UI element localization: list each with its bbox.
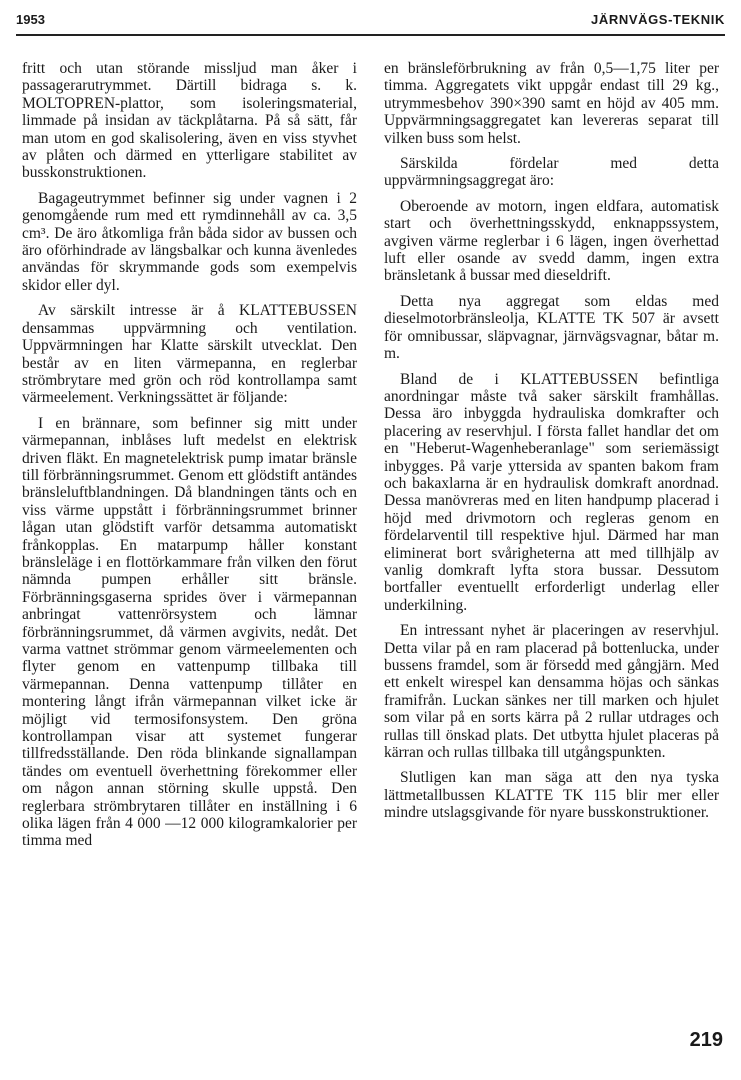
page-number: 219	[689, 1029, 723, 1051]
left-column	[22, 60, 357, 858]
page-header	[16, 8, 725, 36]
paragraph: en bränsleförbrukning av från 0,5—1,75 liter per timma. Aggregatets vikt uppgår endast till 29 kg., utrymmesbehov 390×390 samt en höjd av 405 mm. Uppvärmningsaggregatet kan levereras separat till vilken buss som helst.	[384, 60, 719, 147]
paragraph: fritt och utan störande missljud man åker i passagerarutrymmet. Därtill bidraga s. k. MOLTOPREN-plattor, som isoleringsmaterial, limmade på insidan av täckplåtarna. På så sätt, får man utom en god skalisolering, även en viss styvhet av plåten och därmed en ytterligare stabilitet av busskonstruktionen.	[22, 60, 357, 182]
paragraph: Särskilda fördelar med detta uppvärmningsaggregat äro:	[384, 155, 719, 190]
paragraph: Oberoende av motorn, ingen eldfara, automatisk start och överhettningsskydd, enknappssystem, avgiven värme reglerbar i 6 lägen, ingen överhettad luft eller osande av svedd damm, ingen extra bränsletank å bussar med dieseldrift.	[384, 197, 719, 285]
paragraph: Bagageutrymmet befinner sig under vagnen i 2 genomgående rum med ett rymdinnehåll av ca. 3,5 cm³. De äro åtkomliga från båda sidor av bussen och äro oförhindrade av längsbalkar och kunna ävenledes användas för skrymmande gods som exempelvis skidor eller dyl.	[22, 189, 357, 294]
paragraph: I en brännare, som befinner sig mitt under värmepannan, inblåses luft medelst en elektrisk driven fläkt. En magnetelektrisk pump imatar bränsle till förbränningsrummet. Genom ett glödstift antändes bränsleluftblandningen. Då blandningen tänts och en viss värme uppstått i förbränningsrummet brinner lågan utan glödstift varför detsamma automatiskt frånkopplas. En matarpump håller konstant bränsleläge i en flottörkammare från vilken den förut nämnda pumpen erhåller sitt bränsle. Förbränningsgaserna sprides över i värmepannan anbringat vattenrörsystem och lämnar förbränningsrummet, då värmen avgivits, nedåt. Det varma vattnet strömmar genom värmeelementen och flyter genom en vattenpump tillbaka till värmepannan. Denna vattenpump tillåter en montering långt ifrån värmepannan vilket icke är möjligt vid termosifonsystem. Den gröna kontrollampan visar att systemet fungerar tillfredsställande. Den röda blinkande signallampan tändes om eventuell överhettning förekommer eller om någon annan störning skulle uppstå. Den reglerbara strömbrytaren tillåter en inställning i 6 olika lägen från 4 000 —12 000 kilogramkalorier per timma med	[22, 414, 357, 850]
paragraph: En intressant nyhet är placeringen av reservhjul. Detta vilar på en ram placerad på bottenlucka, under bussens framdel, som är försedd med gångjärn. Med ett enkelt wirespel kan densamma höjas och sänkas framifrån. Luckan sänkes ner till marken och hjulet som vilar på en sorts kärra på 2 rullar utdrages och rullas till önskad plats. Det utbytta hjulet placeras på kärran och rullas tillbaka till utgångspunkten.	[384, 622, 719, 762]
paragraph: Slutligen kan man säga att den nya tyska lättmetallbussen KLATTE TK 115 blir mer eller mindre utslagsgivande för nyare busskonstruktioner.	[384, 769, 719, 822]
paragraph: Bland de i KLATTEBUSSEN befintliga anordningar måste två saker särskilt framhållas. Dessa äro inbyggda hydrauliska domkrafter och placering av reservhjul. I första fallet handlar det om en "Heberut-Wagenheberanlage" som seriemässigt inbygges. På varje yttersida av spanten bakom fram och bakaxlarna är en hydraulisk domkraft anordnad. Dessa manövreras med en liten handpump placerad i höjd med drivmotorn och regleras genom en fördelarventil till respektive hjul. Därmed har man eliminerat bort svårigheterna att med tillhjälp av vanlig domkraft lyfta stora bussar. Dessutom bortfaller eventuellt erforderligt underlag eller underkilning.	[384, 370, 719, 614]
paragraph: Av särskilt intresse är å KLATTEBUSSEN densammas uppvärmning och ventilation. Uppvärmningen har Klatte särskilt utvecklat. Den består av en liten värmepanna, en reglerbar strömbrytare med grön och röd kontrollampa samt värmeelement. Verkningssättet är följande:	[22, 302, 357, 407]
right-column	[384, 60, 719, 830]
paragraph: Detta nya aggregat som eldas med dieselmotorbränsleolja, KLATTE TK 507 är avsett för omnibussar, släpvagnar, järnvägsvagnar, båtar m. m.	[384, 292, 719, 363]
header-journal-title: JÄRNVÄGS-TEKNIK	[591, 12, 725, 27]
header-year: 1953	[16, 12, 45, 27]
